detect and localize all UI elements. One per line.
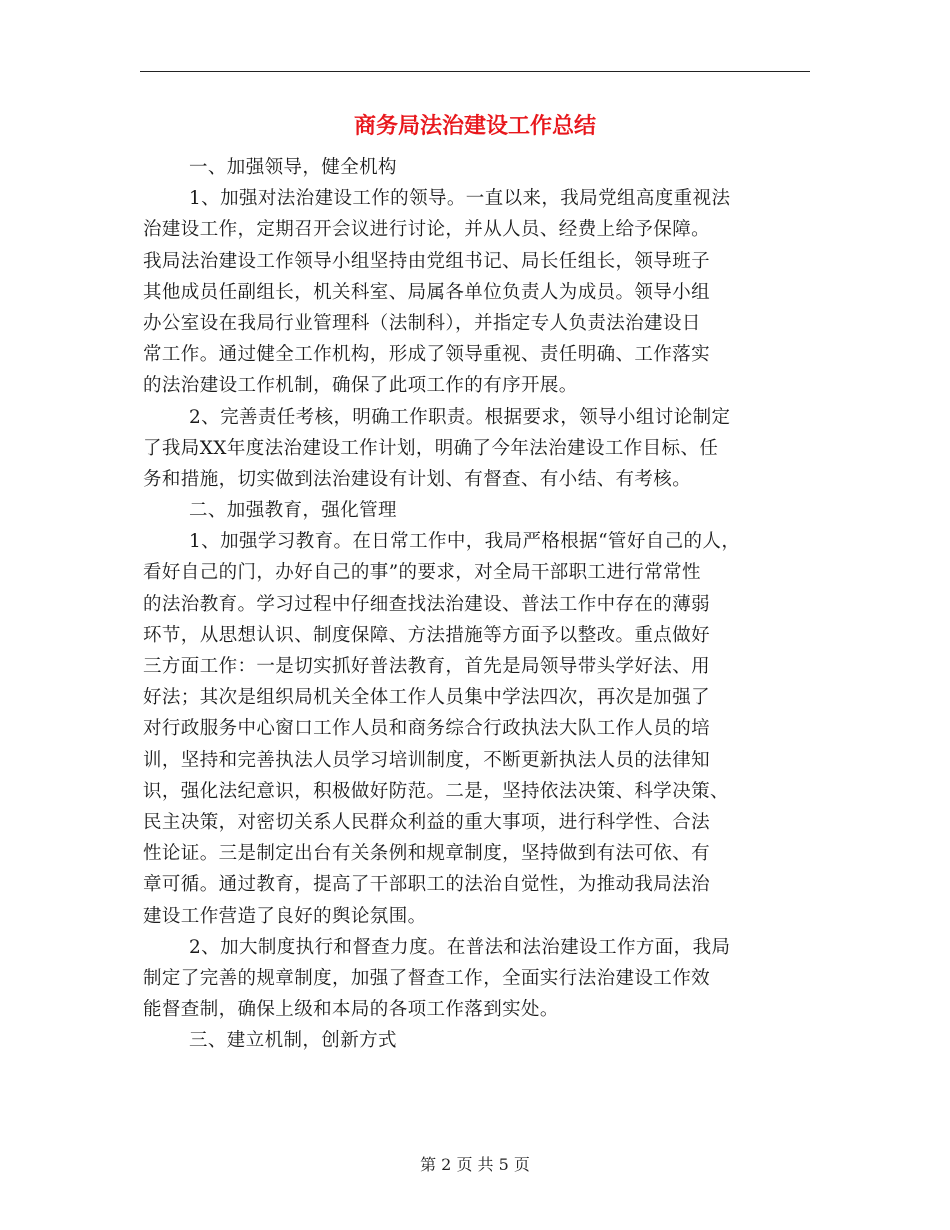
paragraph-line: 治建设工作，定期召开会议进行讨论，并从人员、经费上给予保障。 <box>143 219 711 241</box>
paragraph-line: 2、完善责任考核，明确工作职责。根据要求，领导小组讨论制定 <box>189 406 731 428</box>
paragraph-line: 看好自己的门，办好自己的事”的要求，对全局干部职工进行常常性 <box>143 562 701 584</box>
paragraph-line: 性论证。三是制定出台有关条例和规章制度，坚持做到有法可依、有 <box>143 843 711 865</box>
paragraph-line: 的法治建设工作机制，确保了此项工作的有序开展。 <box>143 375 578 397</box>
paragraph-line: 制定了完善的规章制度，加强了督查工作，全面实行法治建设工作效 <box>143 967 711 989</box>
paragraph-line: 我局法治建设工作领导小组坚持由党组书记、局长任组长，领导班子 <box>143 250 711 272</box>
section-heading-2: 二、加强教育，强化管理 <box>189 500 397 522</box>
paragraph-line: 章可循。通过教育，提高了干部职工的法治自觉性，为推动我局法治 <box>143 874 711 896</box>
paragraph-line: 三方面工作：一是切实抓好普法教育，首先是局领导带头学好法、用 <box>143 656 711 677</box>
paragraph-line: 常工作。通过健全工作机构，形成了领导重视、责任明确、工作落实 <box>143 344 711 366</box>
paragraph-line: 训，坚持和完善执法人员学习培训制度，不断更新执法人员的法律知 <box>143 749 711 771</box>
paragraph-line: 其他成员任副组长，机关科室、局属各单位负责人为成员。领导小组 <box>143 281 711 303</box>
page-number: 第 2 页 共 5 页 <box>420 1155 530 1174</box>
paragraph-line: 好法；其次是组织局机关全体工作人员集中学法四次，再次是加强了 <box>143 687 711 709</box>
paragraph-line: 对行政服务中心窗口工作人员和商务综合行政执法大队工作人员的培 <box>143 718 711 740</box>
paragraph-line: 2、加大制度执行和督查力度。在普法和法治建设工作方面，我局 <box>189 936 731 958</box>
paragraph-line: 1、加强对法治建设工作的领导。一直以来，我局党组高度重视法 <box>189 188 731 210</box>
paragraph-line: 了我局XX年度法治建设工作计划，明确了今年法治建设工作目标、任 <box>143 437 719 459</box>
document-title: 商务局法治建设工作总结 <box>353 113 596 139</box>
paragraph-line: 能督查制，确保上级和本局的各项工作落到实处。 <box>143 999 559 1021</box>
section-heading-1: 一、加强领导，健全机构 <box>189 157 397 178</box>
section-heading-3: 三、建立机制，创新方式 <box>189 1030 397 1052</box>
document-body <box>143 152 811 1056</box>
paragraph-line: 民主决策，对密切关系人民群众利益的重大事项，进行科学性、合法 <box>143 811 711 833</box>
paragraph-line: 识，强化法纪意识，积极做好防范。二是，坚持依法决策、科学决策、 <box>143 780 729 802</box>
paragraph-line: 办公室设在我局行业管理科（法制科），并指定专人负责法治建设日 <box>143 312 701 334</box>
header-rule <box>140 71 810 72</box>
paragraph-line: 务和措施，切实做到法治建设有计划、有督查、有小结、有考核。 <box>143 468 692 490</box>
paragraph-line: 的法治教育。学习过程中仔细查找法治建设、普法工作中存在的薄弱 <box>143 593 711 615</box>
paragraph-line: 建设工作营造了良好的舆论氛围。 <box>143 905 427 927</box>
paragraph-line: 1、加强学习教育。在日常工作中，我局严格根据“管好自己的人， <box>189 531 741 553</box>
paragraph-line: 环节，从思想认识、制度保障、方法措施等方面予以整改。重点做好 <box>143 624 711 646</box>
